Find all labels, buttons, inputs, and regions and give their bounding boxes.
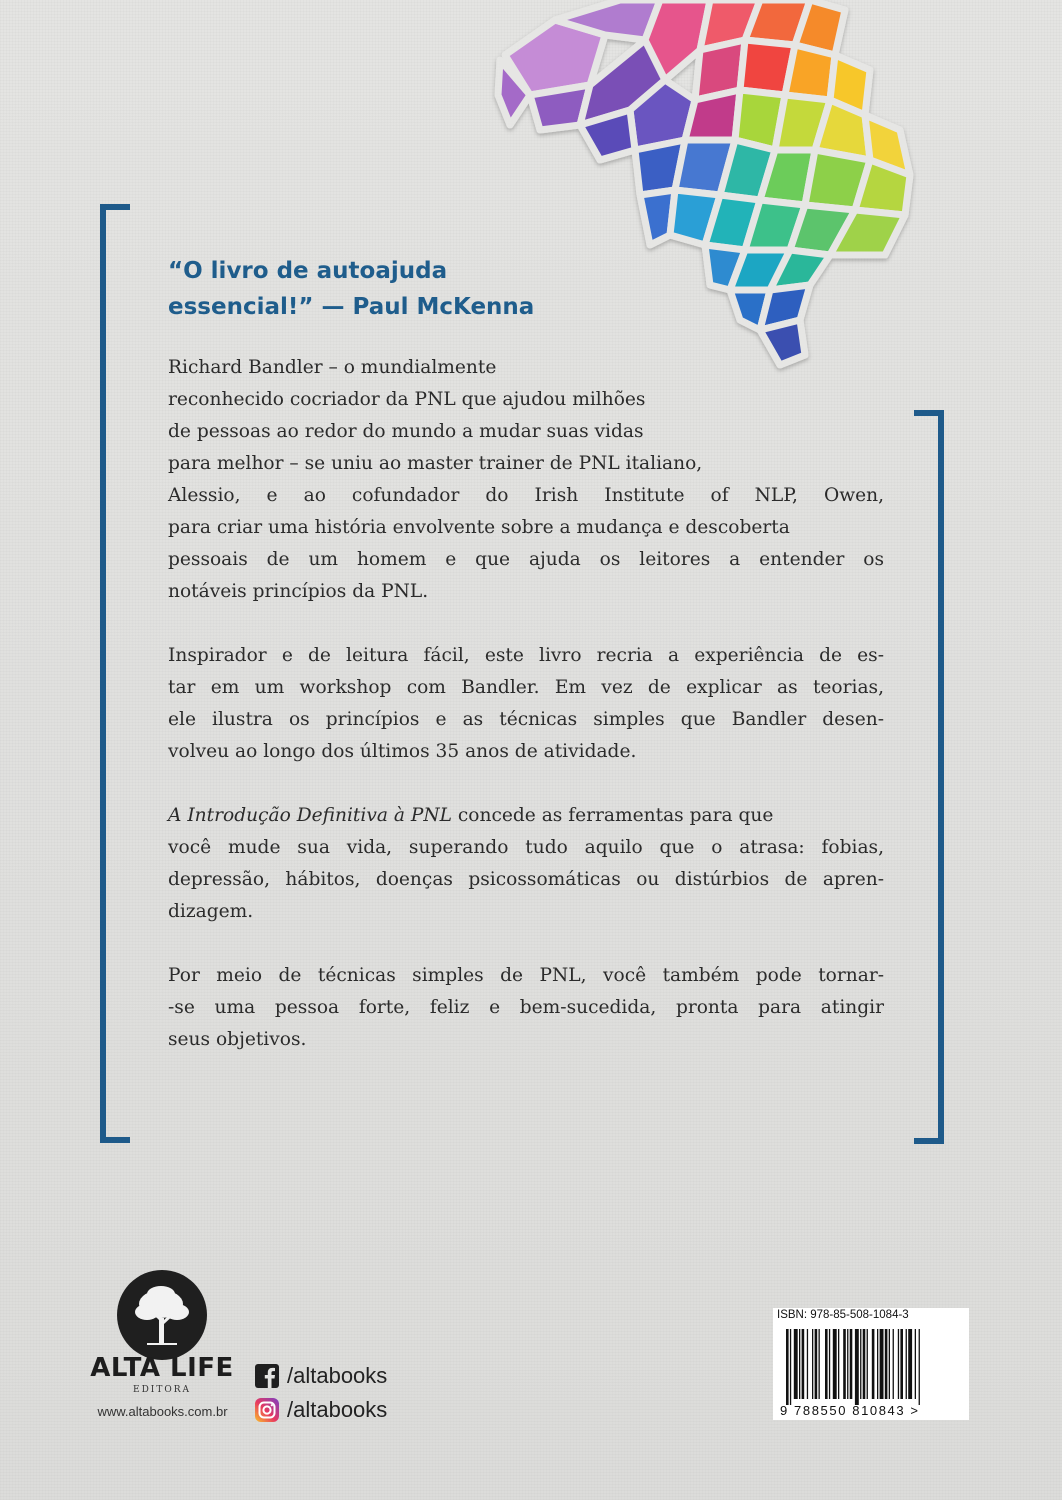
- barcode-bar: [807, 1329, 808, 1399]
- endorsement-quote: [168, 253, 628, 325]
- barcode-bar: [833, 1329, 837, 1399]
- barcode-bar: [802, 1329, 805, 1399]
- barcode-bar: [889, 1329, 890, 1399]
- barcode-bar: [794, 1329, 798, 1399]
- barcode-bar: [815, 1329, 818, 1399]
- brain-mosaic-illustration: [470, 0, 940, 400]
- text-line: depressão, hábitos, doenças psicossomáticas ou distúrbios de apren-: [168, 869, 884, 890]
- barcode-bar: [906, 1329, 907, 1399]
- text-fragment: concede as ferramentas para que: [451, 805, 774, 826]
- barcode-bar: [898, 1329, 899, 1399]
- barcode-bar: [885, 1329, 888, 1399]
- synopsis-paragraph-1: [168, 352, 884, 608]
- barcode-bar: [880, 1329, 884, 1399]
- barcode-bar: [819, 1329, 820, 1399]
- text-line: você mude sua vida, superando tudo aquilo que o atrasa: fobias,: [168, 837, 884, 858]
- text-line: notáveis princípios da PNL.: [168, 581, 429, 602]
- text-line: Inspirador e de leitura fácil, este livro recria a experiência de es-: [168, 645, 884, 666]
- facebook-link[interactable]: [255, 1362, 387, 1390]
- barcode-bar: [855, 1329, 859, 1405]
- barcode-bar: [850, 1329, 853, 1399]
- publisher-subtitle: EDITORA: [133, 1385, 191, 1395]
- barcode-bar: [877, 1329, 878, 1399]
- text-line: Por meio de técnicas simples de PNL, você também pode tornar-: [168, 965, 884, 986]
- instagram-link[interactable]: [255, 1396, 387, 1424]
- barcode-bar: [860, 1329, 861, 1399]
- barcode-bar: [872, 1329, 875, 1399]
- quote-line-1: “O livro de autoajuda: [168, 258, 448, 284]
- barcode-bar: [908, 1329, 912, 1399]
- synopsis: [168, 352, 884, 1088]
- synopsis-paragraph-4: [168, 960, 884, 1056]
- instagram-handle: /altabooks: [287, 1397, 388, 1422]
- text-line: -se uma pessoa forte, feliz e bem-sucedida, pronta para atingir: [168, 997, 884, 1018]
- barcode-bar: [812, 1329, 813, 1399]
- facebook-icon: [255, 1364, 279, 1388]
- text-line: para criar uma história envolvente sobre a mudança e descoberta: [168, 517, 790, 538]
- text-line: dizagem.: [168, 901, 254, 922]
- text-line: seus objetivos.: [168, 1029, 307, 1050]
- barcode-bar: [863, 1329, 866, 1399]
- barcode-bar: [829, 1329, 830, 1399]
- barcode-bar: [867, 1329, 868, 1399]
- barcode-bar: [919, 1329, 920, 1405]
- barcode-bar: [838, 1329, 839, 1399]
- facebook-handle: /altabooks: [287, 1363, 388, 1388]
- instagram-icon: [255, 1398, 279, 1422]
- publisher-website-link[interactable]: www.altabooks.com.br: [97, 1404, 228, 1419]
- synopsis-paragraph-3: [168, 800, 884, 928]
- text-line: Alessio, e ao cofundador do Irish Institute of NLP, Owen,: [168, 485, 884, 506]
- barcode-bar: [847, 1329, 848, 1399]
- left-bracket-decoration: [100, 204, 130, 1143]
- quote-line-2: essencial!” — Paul McKenna: [168, 294, 535, 320]
- barcode-bar: [900, 1329, 903, 1399]
- publisher-name: ALTA LIFE: [90, 1353, 234, 1383]
- text-line: tar em um workshop com Bandler. Em vez de explicar as teorias,: [168, 677, 884, 698]
- text-line: ele ilustra os princípios e as técnicas simples que Bandler desen-: [168, 709, 884, 730]
- text-line: volveu ao longo dos últimos 35 anos de atividade.: [168, 741, 637, 762]
- barcode-bar: [786, 1329, 789, 1405]
- synopsis-paragraph-2: [168, 640, 884, 768]
- isbn-label: ISBN: 978-85-508-1084-3: [777, 1309, 909, 1321]
- barcode-bar: [825, 1329, 828, 1399]
- barcode-bar: [799, 1329, 800, 1399]
- text-line: de pessoas ao redor do mundo a mudar suas vidas: [168, 421, 644, 442]
- text-line: Richard Bandler – o mundialmente: [168, 357, 497, 378]
- barcode-bar: [915, 1329, 916, 1399]
- barcode-number: 9 788550 810843 >: [780, 1403, 920, 1418]
- book-title-italic: A Introdução Definitiva à PNL: [168, 805, 452, 826]
- text-line: [168, 800, 884, 832]
- text-line: reconhecido cocriador da PNL que ajudou milhões: [168, 389, 646, 410]
- barcode-bars: [786, 1329, 958, 1405]
- right-bracket-decoration: [914, 410, 944, 1144]
- barcode-bar: [843, 1329, 846, 1399]
- tree-logo-icon: [117, 1270, 207, 1360]
- text-line: pessoais de um homem e que ajuda os leitores a entender os: [168, 549, 884, 570]
- text-line: para melhor – se uniu ao master trainer de PNL italiano,: [168, 453, 703, 474]
- barcode-bar: [790, 1329, 791, 1405]
- barcode-bar: [893, 1329, 894, 1399]
